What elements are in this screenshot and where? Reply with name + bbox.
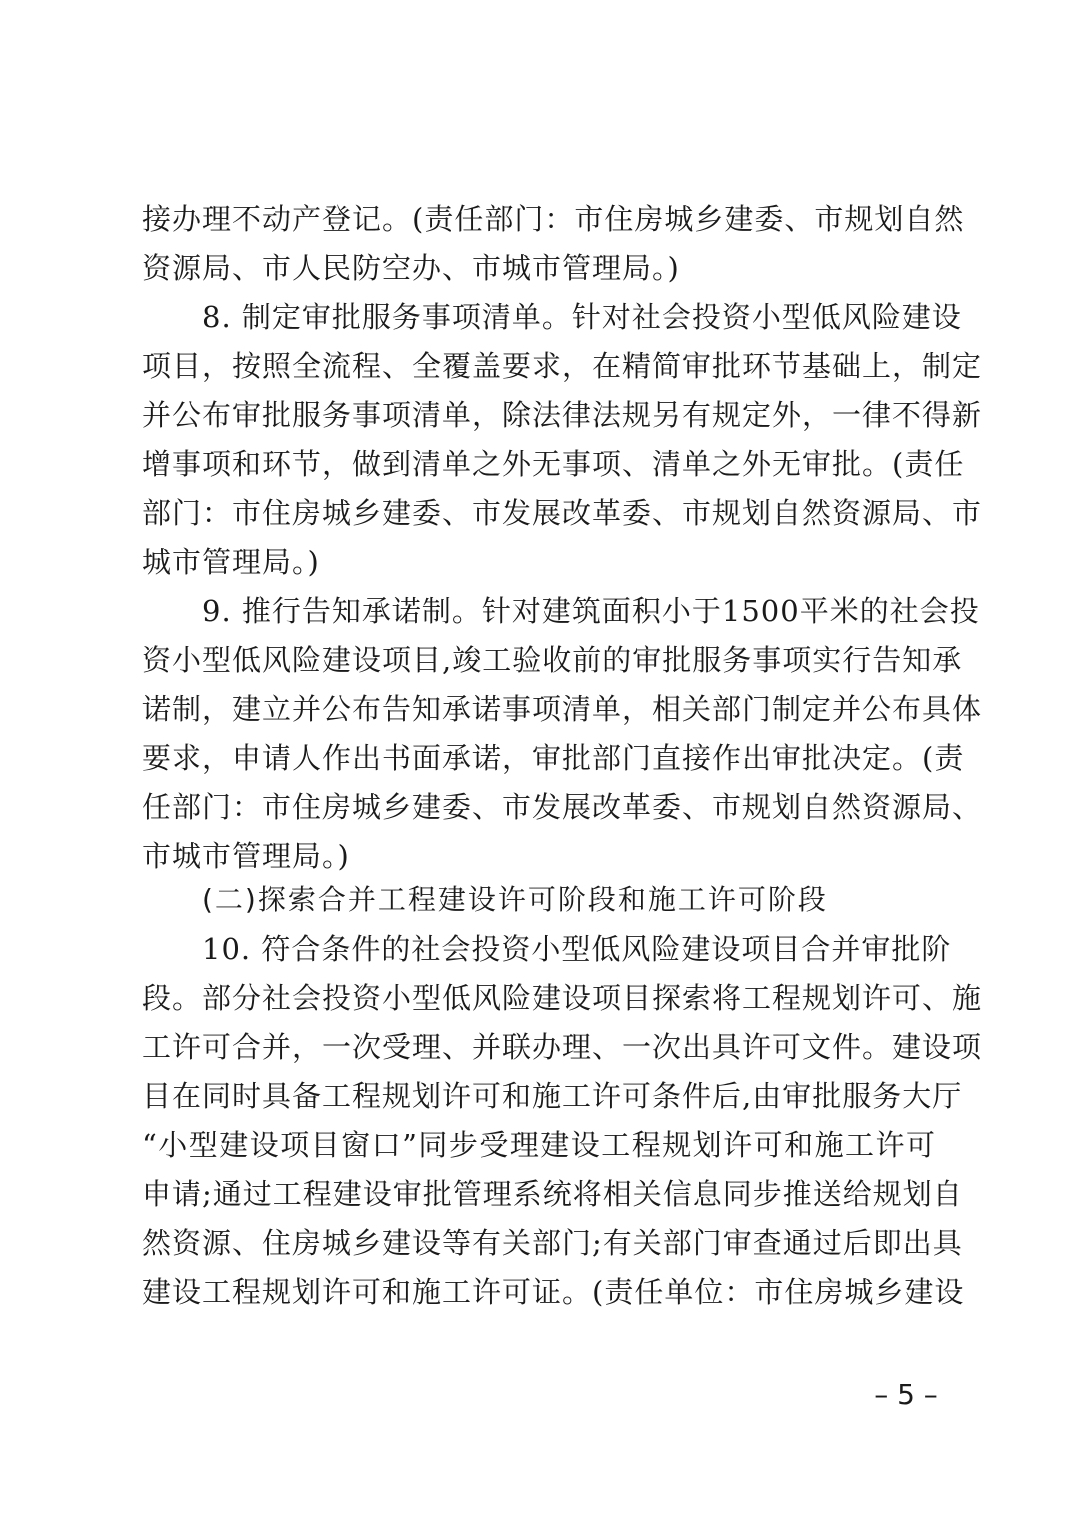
body-text-line: 诺制，建立并公布告知承诺事项清单，相关部门制定并公布具体 xyxy=(142,692,983,726)
body-text-line: 段。部分社会投资小型低风险建设项目探索将工程规划许可、施 xyxy=(142,981,983,1015)
body-text-line: 接办理不动产登记。(责任部门：市住房城乡建委、市规划自然 xyxy=(142,202,965,236)
body-text-line: 市城市管理局。) xyxy=(142,839,350,873)
body-text-line: 建设工程规划许可和施工许可证。(责任单位：市住房城乡建设 xyxy=(142,1275,965,1309)
body-text-line: 要求，申请人作出书面承诺，审批部门直接作出审批决定。(责 xyxy=(142,741,965,775)
body-text-line: 目在同时具备工程规划许可和施工许可条件后,由审批服务大厅 xyxy=(142,1079,963,1113)
body-text-line: 资小型低风险建设项目,竣工验收前的审批服务事项实行告知承 xyxy=(142,643,963,677)
body-text-line: 然资源、住房城乡建设等有关部门;有关部门审查通过后即出具 xyxy=(142,1226,963,1260)
body-text-line: “小型建设项目窗口”同步受理建设工程规划许可和施工许可 xyxy=(142,1128,936,1162)
body-text-line: 增事项和环节，做到清单之外无事项、清单之外无审批。(责任 xyxy=(142,447,965,481)
page-number: – 5 – xyxy=(874,1378,938,1411)
item-8-heading-line: 8. 制定审批服务事项清单。针对社会投资小型低风险建设 xyxy=(202,300,962,334)
body-text-line: 并公布审批服务事项清单，除法律法规另有规定外，一律不得新 xyxy=(142,398,983,432)
body-text-line: 任部门：市住房城乡建委、市发展改革委、市规划自然资源局、 xyxy=(142,790,983,824)
section-heading: (二)探索合并工程建设许可阶段和施工许可阶段 xyxy=(202,883,828,916)
body-text-line: 城市管理局。) xyxy=(142,545,320,579)
item-9-heading-line: 9. 推行告知承诺制。针对建筑面积小于1500平米的社会投 xyxy=(202,594,980,628)
body-text-line: 资源局、市人民防空办、市城市管理局。) xyxy=(142,251,680,285)
body-text-line: 申请;通过工程建设审批管理系统将相关信息同步推送给规划自 xyxy=(142,1177,963,1211)
item-10-heading-line: 10. 符合条件的社会投资小型低风险建设项目合并审批阶 xyxy=(202,932,952,966)
body-text-line: 工许可合并，一次受理、并联办理、一次出具许可文件。建设项 xyxy=(142,1030,983,1064)
body-text-line: 项目，按照全流程、全覆盖要求，在精简审批环节基础上，制定 xyxy=(142,349,983,383)
body-text-line: 部门：市住房城乡建委、市发展改革委、市规划自然资源局、市 xyxy=(142,496,983,530)
